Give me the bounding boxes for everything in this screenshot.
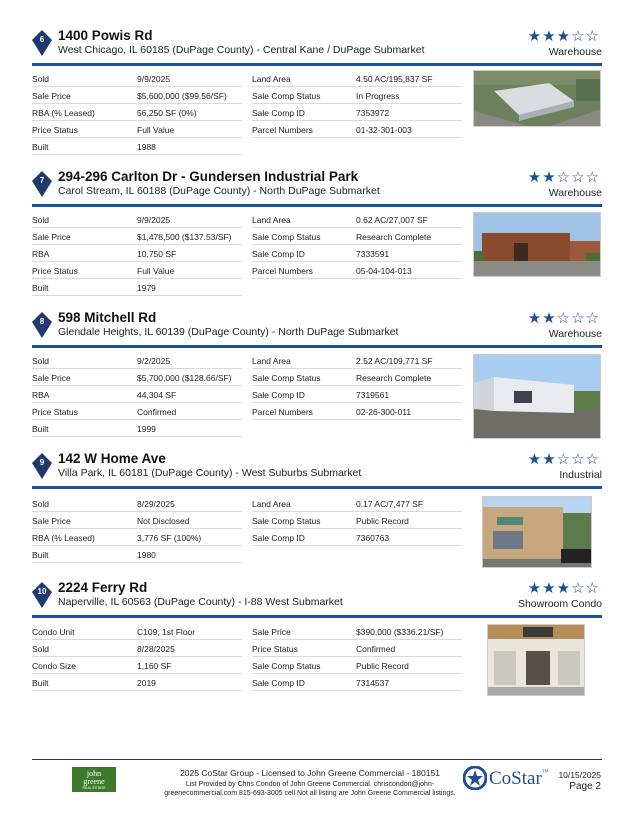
star-empty-icon: ☆: [556, 310, 572, 327]
john-greene-logo: [72, 767, 116, 792]
star-filled-icon: ★: [527, 28, 543, 45]
costar-star-icon: [463, 766, 487, 790]
detail-row: [252, 121, 462, 138]
property-type: Warehouse: [548, 328, 602, 340]
detail-row: [252, 386, 462, 403]
section-rule: [32, 345, 602, 348]
license-line: 2025 CoStar Group - Licensed to John Greene Commercial - 180151: [180, 768, 440, 778]
detail-row: [32, 352, 242, 369]
detail-label: Parcel Numbers: [252, 266, 313, 276]
star-filled-icon: ★: [542, 310, 557, 327]
detail-row: [32, 386, 242, 403]
map-pin-icon: [32, 453, 52, 479]
detail-value: Public Record: [356, 516, 409, 526]
detail-label: Land Area: [252, 356, 291, 366]
details-right: [252, 352, 462, 420]
logo-text-john: john: [86, 769, 102, 778]
costar-logo: [463, 766, 549, 790]
detail-row: [32, 640, 242, 657]
detail-value: 1979: [137, 283, 156, 293]
detail-label: Price Status: [252, 644, 298, 654]
property-photo[interactable]: [473, 212, 601, 277]
detail-value: 44,304 SF: [137, 390, 177, 400]
map-pin-icon: [32, 171, 52, 197]
detail-row: [32, 420, 242, 437]
detail-label: Sale Comp Status: [252, 232, 321, 242]
detail-row: [252, 674, 462, 691]
star-rating: [528, 309, 600, 327]
detail-label: Sale Price: [32, 232, 71, 242]
detail-row: [32, 245, 242, 262]
star-rating: [528, 27, 600, 45]
listing-header: [32, 28, 602, 62]
detail-row: [32, 211, 242, 228]
detail-value: 1,160 SF: [137, 661, 172, 671]
star-empty-icon: ☆: [571, 310, 586, 327]
detail-label: Sale Comp ID: [252, 533, 305, 543]
detail-value: $390,000 ($336.21/SF): [356, 627, 444, 637]
detail-row: [32, 70, 242, 87]
detail-row: [252, 369, 462, 386]
detail-value: 2019: [137, 678, 156, 688]
listing-subtitle: Glendale Heights, IL 60139 (DuPage County) - North DuPage Submarket: [58, 326, 399, 338]
pin-number: 10: [37, 587, 47, 596]
detail-label: Sale Price: [32, 373, 71, 383]
detail-row: [32, 403, 242, 420]
detail-label: Sale Comp Status: [252, 91, 321, 101]
detail-row: [252, 623, 462, 640]
detail-row: [32, 546, 242, 563]
detail-label: Sold: [32, 644, 50, 654]
detail-row: [252, 403, 462, 420]
star-empty-icon: ☆: [556, 169, 572, 186]
detail-label: Parcel Numbers: [252, 407, 313, 417]
detail-label: Land Area: [252, 499, 291, 509]
map-pin-icon: [32, 582, 52, 608]
detail-value: 1980: [137, 550, 156, 560]
listing-9: [32, 451, 602, 560]
star-filled-icon: ★: [527, 310, 543, 327]
detail-value: 7319561: [356, 390, 390, 400]
detail-row: [32, 121, 242, 138]
detail-value: 1999: [137, 424, 156, 434]
pin-number: 8: [39, 317, 45, 326]
detail-label: Sale Price: [32, 91, 71, 101]
detail-row: [32, 228, 242, 245]
listing-subtitle: Naperville, IL 60563 (DuPage County) - I-88 West Submarket: [58, 596, 343, 608]
detail-row: [252, 657, 462, 674]
detail-value: 1988: [137, 142, 156, 152]
property-photo[interactable]: [482, 496, 592, 568]
listing-header: [32, 451, 602, 485]
detail-label: Sale Price: [252, 627, 291, 637]
detail-row: [32, 495, 242, 512]
star-filled-icon: ★: [542, 28, 557, 45]
detail-value: 05-04-104-013: [356, 266, 412, 276]
listing-6: [32, 28, 602, 152]
star-filled-icon: ★: [527, 451, 543, 468]
star-rating: [528, 450, 600, 468]
detail-value: 8/28/2025: [137, 644, 175, 654]
section-rule: [32, 486, 602, 489]
detail-value: Research Complete: [356, 373, 432, 383]
property-type: Showroom Condo: [517, 598, 602, 610]
star-filled-icon: ★: [542, 169, 557, 186]
detail-label: Price Status: [32, 407, 78, 417]
detail-label: Built: [32, 550, 49, 560]
detail-value: 8/29/2025: [137, 499, 175, 509]
detail-label: Condo Size: [32, 661, 76, 671]
detail-value: 3,776 SF (100%): [137, 533, 202, 543]
detail-label: Sale Comp ID: [252, 678, 305, 688]
detail-row: [32, 369, 242, 386]
detail-row: [32, 512, 242, 529]
footer-divider: [32, 759, 602, 760]
detail-value: 4.50 AC/195,837 SF: [356, 74, 433, 84]
detail-label: Built: [32, 678, 49, 688]
detail-row: [32, 529, 242, 546]
detail-label: Condo Unit: [32, 627, 75, 637]
detail-value: Confirmed: [137, 407, 177, 417]
details-right: [252, 211, 462, 279]
star-rating: [528, 168, 600, 186]
detail-value: 9/2/2025: [137, 356, 171, 366]
map-pin-icon: [32, 312, 52, 338]
detail-value: $1,478,500 ($137.53/SF): [137, 232, 232, 242]
detail-label: RBA: [32, 249, 50, 259]
detail-value: 10,750 SF: [137, 249, 177, 259]
detail-label: Price Status: [32, 125, 78, 135]
details-left: [32, 211, 242, 296]
pin-number: 9: [39, 458, 45, 467]
detail-label: Price Status: [32, 266, 78, 276]
detail-label: Sale Price: [32, 516, 71, 526]
detail-row: [32, 87, 242, 104]
star-empty-icon: ☆: [585, 580, 600, 597]
star-empty-icon: ☆: [585, 451, 600, 468]
star-empty-icon: ☆: [571, 169, 586, 186]
star-empty-icon: ☆: [571, 451, 586, 468]
detail-label: Sold: [32, 356, 50, 366]
property-type: Warehouse: [548, 46, 602, 58]
detail-row: [252, 104, 462, 121]
detail-value: 7333591: [356, 249, 390, 259]
logo-text-tagline: REAL ESTATE: [82, 786, 106, 790]
star-filled-icon: ★: [556, 580, 572, 597]
footer-credits: [160, 768, 460, 798]
provider-line: List Provided by Chris Condon of John Greene Commercial. chriscondon@john-greenecommercial.com 815-693-3005 cell Not all listing are John Greene Commercial listings.: [164, 781, 456, 797]
star-filled-icon: ★: [527, 580, 543, 597]
detail-value: Public Record: [356, 661, 409, 671]
listing-8: [32, 310, 602, 434]
detail-value: 7314537: [356, 678, 390, 688]
detail-row: [252, 640, 462, 657]
listing-subtitle: West Chicago, IL 60185 (DuPage County) - Central Kane / DuPage Submarket: [58, 44, 425, 56]
detail-value: Confirmed: [356, 644, 396, 654]
details-left: [32, 623, 242, 691]
pin-number: 6: [39, 35, 45, 44]
detail-row: [32, 262, 242, 279]
detail-value: C109, 1st Floor: [137, 627, 196, 637]
detail-row: [32, 279, 242, 296]
costar-wordmark: CoStar™: [489, 768, 549, 789]
star-filled-icon: ★: [527, 169, 543, 186]
detail-row: [252, 495, 462, 512]
detail-label: Sale Comp Status: [252, 661, 321, 671]
logo-text-greene: greene: [83, 777, 105, 786]
detail-value: 56,250 SF (0%): [137, 108, 197, 118]
listing-10: [32, 580, 602, 688]
detail-value: Not Disclosed: [137, 516, 190, 526]
details-right: [252, 623, 462, 691]
star-empty-icon: ☆: [556, 451, 572, 468]
star-empty-icon: ☆: [585, 310, 600, 327]
detail-label: Land Area: [252, 215, 291, 225]
star-filled-icon: ★: [542, 580, 557, 597]
listing-title[interactable]: 2224 Ferry Rd: [58, 580, 148, 595]
section-rule: [32, 63, 602, 66]
detail-value: 2.52 AC/109,771 SF: [356, 356, 433, 366]
detail-row: [32, 104, 242, 121]
detail-label: Sold: [32, 215, 50, 225]
details-left: [32, 352, 242, 437]
property-type: Industrial: [559, 469, 602, 481]
detail-value: 0.62 AC/27,007 SF: [356, 215, 428, 225]
listing-header: [32, 310, 602, 344]
details-right: [252, 495, 462, 546]
property-type: Warehouse: [548, 187, 602, 199]
star-empty-icon: ☆: [585, 28, 600, 45]
detail-label: Sale Comp Status: [252, 516, 321, 526]
detail-label: RBA: [32, 390, 50, 400]
star-rating: [528, 579, 600, 597]
listing-7: [32, 169, 602, 293]
property-photo[interactable]: [473, 354, 601, 439]
detail-value: Full Value: [137, 266, 175, 276]
listing-title[interactable]: 294-296 Carlton Dr - Gundersen Industrial Park: [58, 169, 359, 184]
detail-row: [252, 352, 462, 369]
listing-title[interactable]: 142 W Home Ave: [58, 451, 166, 466]
detail-row: [32, 138, 242, 155]
detail-label: Sold: [32, 499, 50, 509]
detail-value: $5,700,000 ($128.66/SF): [137, 373, 232, 383]
detail-value: Research Complete: [356, 232, 432, 242]
report-date: 10/15/2025: [558, 770, 601, 780]
detail-row: [32, 623, 242, 640]
detail-label: Sale Comp Status: [252, 373, 321, 383]
detail-label: Built: [32, 142, 49, 152]
detail-row: [252, 211, 462, 228]
detail-row: [32, 657, 242, 674]
detail-value: 9/9/2025: [137, 215, 171, 225]
detail-label: Sale Comp ID: [252, 249, 305, 259]
detail-value: 01-32-301-003: [356, 125, 412, 135]
detail-label: Sold: [32, 74, 50, 84]
detail-label: Land Area: [252, 74, 291, 84]
pin-number: 7: [39, 176, 45, 185]
detail-row: [252, 87, 462, 104]
detail-value: In Progress: [356, 91, 400, 101]
detail-label: Sale Comp ID: [252, 108, 305, 118]
detail-row: [252, 512, 462, 529]
detail-label: Built: [32, 283, 49, 293]
detail-value: 9/9/2025: [137, 74, 171, 84]
listing-subtitle: Villa Park, IL 60181 (DuPage County) - West Suburbs Submarket: [58, 467, 362, 479]
star-empty-icon: ☆: [571, 580, 586, 597]
detail-label: Sale Comp ID: [252, 390, 305, 400]
listing-title[interactable]: 1400 Powis Rd: [58, 28, 153, 43]
star-empty-icon: ☆: [571, 28, 586, 45]
star-filled-icon: ★: [542, 451, 557, 468]
detail-value: $5,600,000 ($99.56/SF): [137, 91, 227, 101]
listing-subtitle: Carol Stream, IL 60188 (DuPage County) - North DuPage Submarket: [58, 185, 380, 197]
listing-header: [32, 169, 602, 203]
property-photo[interactable]: [487, 624, 585, 696]
detail-value: 7360763: [356, 533, 390, 543]
section-rule: [32, 615, 602, 618]
details-left: [32, 70, 242, 155]
detail-row: [252, 70, 462, 87]
detail-row: [32, 674, 242, 691]
section-rule: [32, 204, 602, 207]
detail-value: 0.17 AC/7,477 SF: [356, 499, 424, 509]
detail-label: RBA (% Leased): [32, 533, 95, 543]
details-right: [252, 70, 462, 138]
listing-title[interactable]: 598 Mitchell Rd: [58, 310, 157, 325]
detail-label: Parcel Numbers: [252, 125, 313, 135]
detail-value: 7353972: [356, 108, 390, 118]
detail-row: [252, 228, 462, 245]
listing-header: [32, 580, 602, 614]
star-empty-icon: ☆: [585, 169, 600, 186]
details-left: [32, 495, 242, 563]
detail-row: [252, 262, 462, 279]
map-pin-icon: [32, 30, 52, 56]
detail-row: [252, 245, 462, 262]
detail-label: Built: [32, 424, 49, 434]
page-number: Page 2: [569, 781, 601, 792]
detail-value: Full Value: [137, 125, 175, 135]
star-filled-icon: ★: [556, 28, 572, 45]
property-photo[interactable]: [473, 70, 601, 127]
detail-value: 02-26-300-011: [356, 407, 412, 417]
detail-row: [252, 529, 462, 546]
detail-label: RBA (% Leased): [32, 108, 95, 118]
